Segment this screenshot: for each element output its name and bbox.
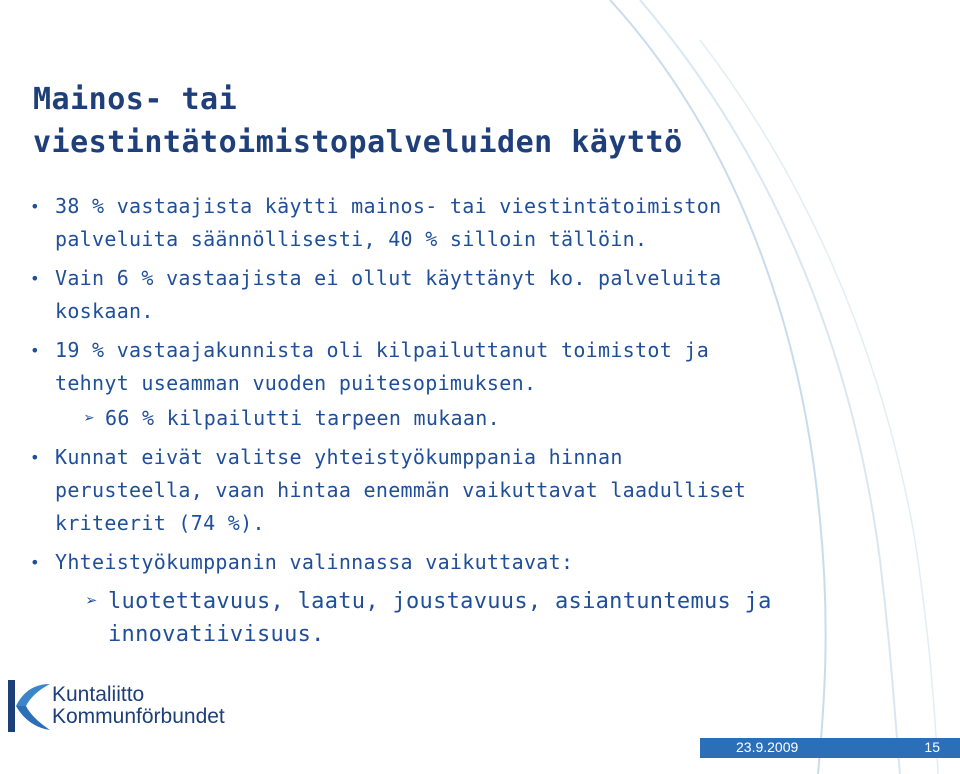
bullet-line: Kunnat eivät valitse yhteistyökumppania hinnan: [55, 445, 623, 469]
bullet-dot-icon: •: [30, 269, 40, 288]
sub-bullet-line: 66 % kilpailutti tarpeen mukaan.: [105, 406, 500, 430]
kuntaliitto-logo: [6, 676, 256, 738]
logo-text: [52, 684, 225, 728]
bullet-line: Vain 6 % vastaajista ei ollut käyttänyt ko. palveluita: [55, 266, 722, 290]
sub-bullet-item: [30, 585, 910, 651]
sub-bullet-item: [30, 402, 910, 435]
slide-body: [30, 190, 910, 651]
sub-bullet-line: luotettavuus, laatu, joustavuus, asiantuntemus ja: [108, 589, 772, 614]
bullet-line: perusteella, vaan hintaa enemmän vaikuttavat laadulliset: [55, 478, 747, 502]
slide-title: [33, 78, 683, 164]
bullet-line: Yhteistyökumppanin valinnassa vaikuttavat:: [55, 550, 574, 574]
bullet-item: [30, 546, 910, 579]
bullet-item: [30, 190, 910, 256]
arrow-bullet-icon: ➢: [84, 408, 96, 429]
bullet-item: [30, 334, 910, 400]
bullet-line: 19 % vastaajakunnista oli kilpailuttanut toimistot ja: [55, 338, 710, 362]
bullet-dot-icon: •: [30, 448, 40, 467]
bullet-line: tehnyt useamman vuoden puitesopimuksen.: [55, 371, 537, 395]
footer-date: 23.9.2009: [736, 739, 799, 755]
bullet-item: [30, 441, 910, 540]
bullet-dot-icon: •: [30, 341, 40, 360]
bullet-line: kriteerit (74 %).: [55, 511, 265, 535]
bullet-dot-icon: •: [30, 197, 40, 216]
bullet-line: palveluita säännöllisesti, 40 % silloin tällöin.: [55, 227, 648, 251]
footer-bar: [700, 738, 960, 758]
bullet-dot-icon: •: [30, 553, 40, 572]
arrow-bullet-icon: ➢: [86, 590, 98, 612]
logo-text-line-2: Kommunförbundet: [52, 705, 225, 728]
bullet-line: 38 % vastaajista käytti mainos- tai viestintätoimiston: [55, 194, 722, 218]
slide-title-line-2: viestintätoimistopalveluiden käyttö: [33, 125, 683, 160]
kuntaliitto-logo-mark-icon: [6, 676, 54, 736]
sub-bullet-line: innovatiivisuus.: [108, 622, 325, 647]
logo-text-line-1: Kuntaliitto: [52, 683, 145, 706]
page-number: 15: [924, 739, 940, 755]
bullet-item: [30, 262, 910, 328]
bullet-line: koskaan.: [55, 299, 154, 323]
slide-title-line-1: Mainos- tai: [33, 82, 238, 117]
